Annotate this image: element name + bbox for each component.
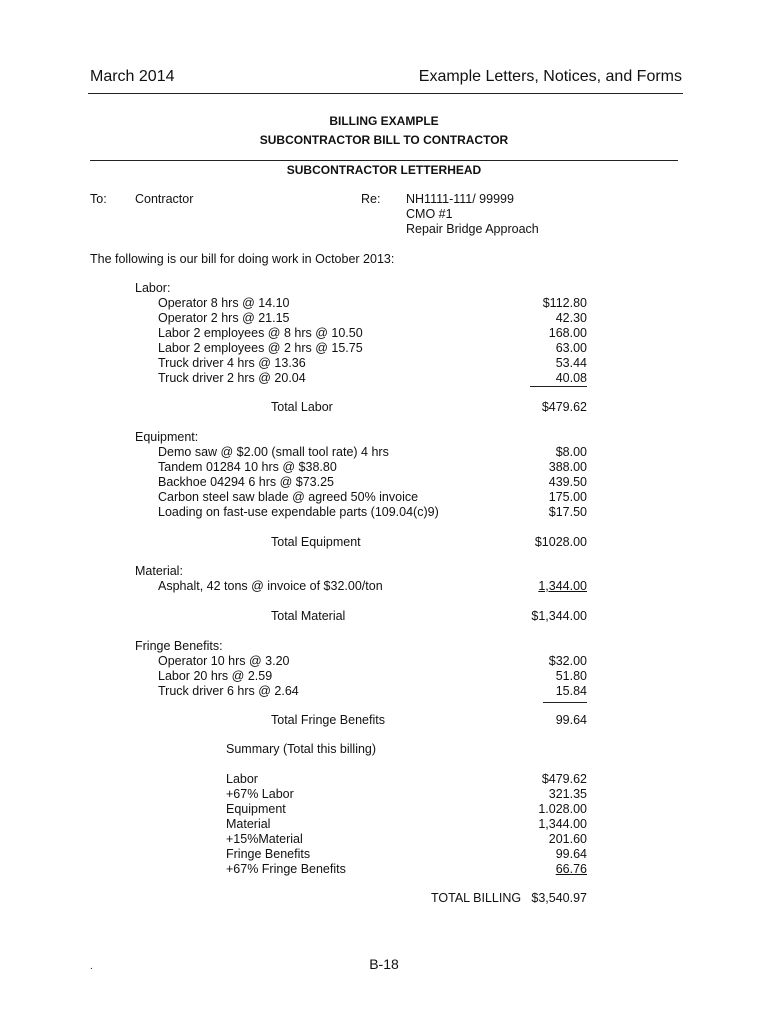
fringe-item-amount: $32.00 xyxy=(548,654,587,668)
header-rule xyxy=(88,93,683,94)
labor-item-desc: Labor 2 employees @ 8 hrs @ 10.50 xyxy=(158,326,363,340)
fringe-total-amount: 99.64 xyxy=(555,713,587,727)
summary-item-desc: Material xyxy=(226,817,271,831)
summary-item-desc: +67% Labor xyxy=(226,787,294,801)
fringe-item-amount: 15.84 xyxy=(555,684,587,698)
material-total-label: Total Material xyxy=(271,609,346,623)
labor-item-desc: Operator 8 hrs @ 14.10 xyxy=(158,296,290,310)
summary-item-amount: 1.028.00 xyxy=(538,802,587,816)
title-billing-example: BILLING EXAMPLE xyxy=(329,114,439,128)
fringe-item-desc: Truck driver 6 hrs @ 2.64 xyxy=(158,684,299,698)
material-item-desc: Asphalt, 42 tons @ invoice of $32.00/ton xyxy=(158,579,383,593)
fringe-item-desc: Labor 20 hrs @ 2.59 xyxy=(158,669,273,683)
letterhead-title: SUBCONTRACTOR LETTERHEAD xyxy=(286,163,482,177)
material-heading: Material: xyxy=(135,564,183,578)
labor-item-amount: 53.44 xyxy=(555,356,587,370)
re-label: Re: xyxy=(361,192,381,206)
labor-item-amount: 168.00 xyxy=(548,326,587,340)
labor-item-desc: Operator 2 hrs @ 21.15 xyxy=(158,311,290,325)
material-total-amount: $1,344.00 xyxy=(531,609,587,623)
re-line-project: NH1111-111/ 99999 xyxy=(406,192,514,206)
summary-item-amount: 99.64 xyxy=(555,847,587,861)
material-item-amount: 1,344.00 xyxy=(538,579,587,593)
re-line-description: Repair Bridge Approach xyxy=(406,222,539,236)
footer-dot: . xyxy=(90,961,93,972)
equipment-total-label: Total Equipment xyxy=(271,535,361,549)
equipment-item-desc: Backhoe 04294 6 hrs @ $73.25 xyxy=(158,475,335,489)
labor-heading: Labor: xyxy=(135,281,171,295)
labor-item-amount: $112.80 xyxy=(542,296,587,310)
equipment-item-amount: 439.50 xyxy=(548,475,587,489)
summary-item-desc: Equipment xyxy=(226,802,286,816)
to-label: To: xyxy=(90,192,107,206)
labor-item-desc: Labor 2 employees @ 2 hrs @ 15.75 xyxy=(158,341,363,355)
summary-item-desc: Fringe Benefits xyxy=(226,847,311,861)
fringe-subtotal-rule xyxy=(543,702,587,703)
equipment-item-amount: 388.00 xyxy=(548,460,587,474)
labor-item-amount: 42.30 xyxy=(555,311,587,325)
summary-item-amount: $479.62 xyxy=(541,772,587,786)
summary-item-amount: 321.35 xyxy=(548,787,587,801)
summary-item-amount: 1,344.00 xyxy=(538,817,587,831)
fringe-heading: Fringe Benefits: xyxy=(135,639,223,653)
fringe-item-desc: Operator 10 hrs @ 3.20 xyxy=(158,654,290,668)
header-section-title: Example Letters, Notices, and Forms xyxy=(418,68,682,85)
equipment-total-amount: $1028.00 xyxy=(534,535,587,549)
equipment-item-desc: Carbon steel saw blade @ agreed 50% invoice xyxy=(158,490,419,504)
summary-item-desc: +67% Fringe Benefits xyxy=(226,862,346,876)
summary-item-desc: +15%Material xyxy=(226,832,303,846)
page-number: B-18 xyxy=(369,956,399,972)
intro-text: The following is our bill for doing work in October 2013: xyxy=(90,252,395,266)
summary-item-desc: Labor xyxy=(226,772,258,786)
fringe-item-amount: 51.80 xyxy=(555,669,587,683)
labor-subtotal-rule xyxy=(530,386,587,387)
equipment-heading: Equipment: xyxy=(135,430,199,444)
summary-item-amount: 66.76 xyxy=(555,862,587,876)
to-value: Contractor xyxy=(135,192,194,206)
labor-total-label: Total Labor xyxy=(271,400,333,414)
equipment-item-desc: Loading on fast-use expendable parts (109.04(c)9) xyxy=(158,505,439,519)
labor-item-desc: Truck driver 2 hrs @ 20.04 xyxy=(158,371,306,385)
equipment-item-desc: Demo saw @ $2.00 (small tool rate) 4 hrs xyxy=(158,445,389,459)
labor-item-amount: 40.08 xyxy=(555,371,587,385)
equipment-item-desc: Tandem 01284 10 hrs @ $38.80 xyxy=(158,460,337,474)
equipment-item-amount: $8.00 xyxy=(555,445,587,459)
title-subcontractor-bill: SUBCONTRACTOR BILL TO CONTRACTOR xyxy=(259,133,509,147)
labor-item-desc: Truck driver 4 hrs @ 13.36 xyxy=(158,356,306,370)
equipment-item-amount: $17.50 xyxy=(548,505,587,519)
labor-item-amount: 63.00 xyxy=(555,341,587,355)
fringe-total-label: Total Fringe Benefits xyxy=(271,713,385,727)
header-date: March 2014 xyxy=(90,68,175,85)
equipment-item-amount: 175.00 xyxy=(548,490,587,504)
title-rule xyxy=(90,160,678,161)
summary-heading: Summary (Total this billing) xyxy=(226,742,377,756)
labor-total-amount: $479.62 xyxy=(541,400,587,414)
re-line-cmo: CMO #1 xyxy=(406,207,453,221)
total-billing-label: TOTAL BILLING xyxy=(431,891,522,905)
summary-item-amount: 201.60 xyxy=(548,832,587,846)
total-billing-amount: $3,540.97 xyxy=(531,891,587,905)
